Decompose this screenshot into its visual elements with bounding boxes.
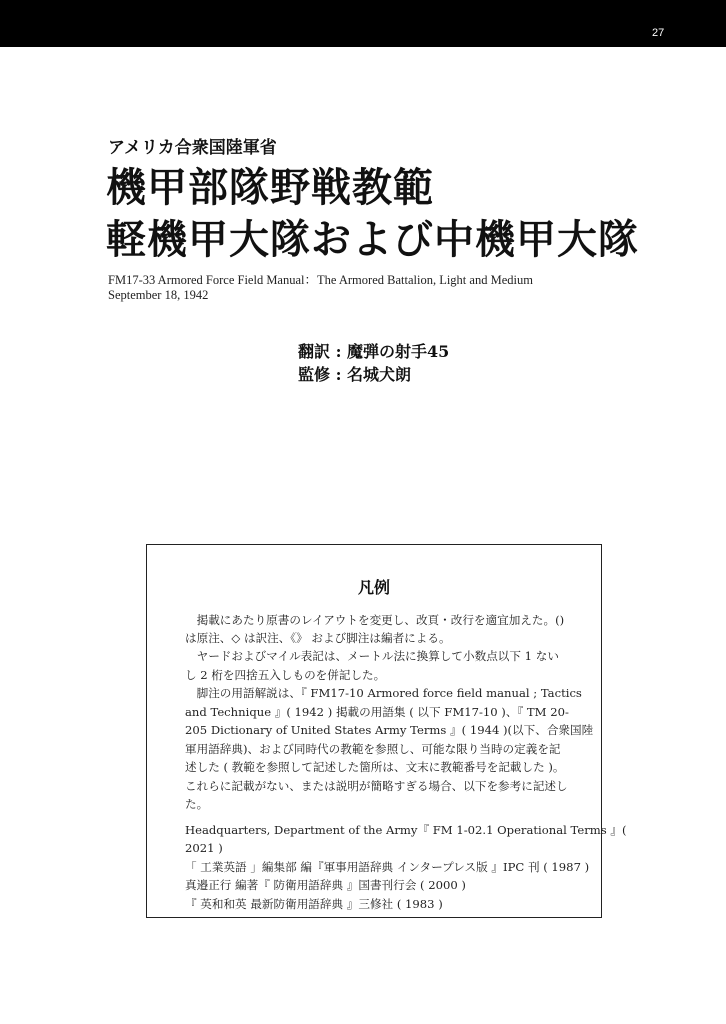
- title-line-1: 機甲部隊野戦教範: [106, 165, 434, 211]
- page-number: 27: [652, 27, 665, 39]
- reference-line: 『 英和和英 最新防衛用語辞典 』三修社 ( 1983 ): [185, 897, 443, 911]
- notes-heading: 凡例: [357, 578, 390, 597]
- title-line-2: 軽機甲大隊および中機甲大隊: [106, 217, 639, 263]
- notes-line: た。: [185, 797, 209, 811]
- notes-line: し 2 桁を四捨五入しものを併記した。: [185, 668, 386, 682]
- subtitle-date: September 18, 1942: [108, 288, 209, 302]
- reference-line: 「 工業英語 」編集部 編『軍事用語辞典 インタープレス版 』IPC 刊 ( 1987 ): [185, 860, 590, 874]
- translator-credit: 翻訳 : 魔弾の射手45: [298, 342, 450, 361]
- notes-line: 軍用語辞典)、および同時代の教範を参照し、可能な限り当時の定義を記: [185, 742, 561, 756]
- reference-line: 2021 ): [185, 841, 223, 855]
- reference-line: 真邉正行 編著『 防衛用語辞典 』国書刊行会 ( 2000 ): [185, 878, 466, 892]
- subtitle-english: FM17-33 Armored Force Field Manual：The Armored Battalion, Light and Medium: [108, 273, 533, 287]
- notes-line: ヤードおよびマイル表記は、メートル法に換算して小数点以下 1 ない: [185, 649, 559, 663]
- notes-line: これらに記載がない、または説明が簡略すぎる場合、以下を参考に記述し: [185, 779, 568, 793]
- header-bar: [0, 0, 726, 47]
- department: アメリカ合衆国陸軍省: [108, 138, 277, 158]
- notes-line: 掲載にあたり原書のレイアウトを変更し、改頁・改行を適宜加えた。(): [185, 613, 565, 627]
- notes-line: and Technique 』( 1942 ) 掲載の用語集 ( 以下 FM17-10 )、『 TM 20-: [185, 705, 569, 719]
- supervisor-credit: 監修 : 名城犬朗: [298, 365, 412, 384]
- notes-box: [146, 544, 627, 918]
- notes-line: は原注、◇ は訳注、《》 および脚注は編者による。: [185, 631, 451, 645]
- notes-line: 205 Dictionary of United States Army Terms 』( 1944 )(以下、合衆国陸: [185, 723, 594, 737]
- notes-line: 脚注の用語解説は、『 FM17-10 Armored force field manual ; Tactics: [185, 686, 582, 700]
- notes-line: 述した ( 教範を参照して記述した箇所は、文末に教範番号を記載した )。: [185, 760, 565, 774]
- reference-line: Headquarters, Department of the Army『 FM 1-02.1 Operational Terms 』(: [185, 823, 627, 837]
